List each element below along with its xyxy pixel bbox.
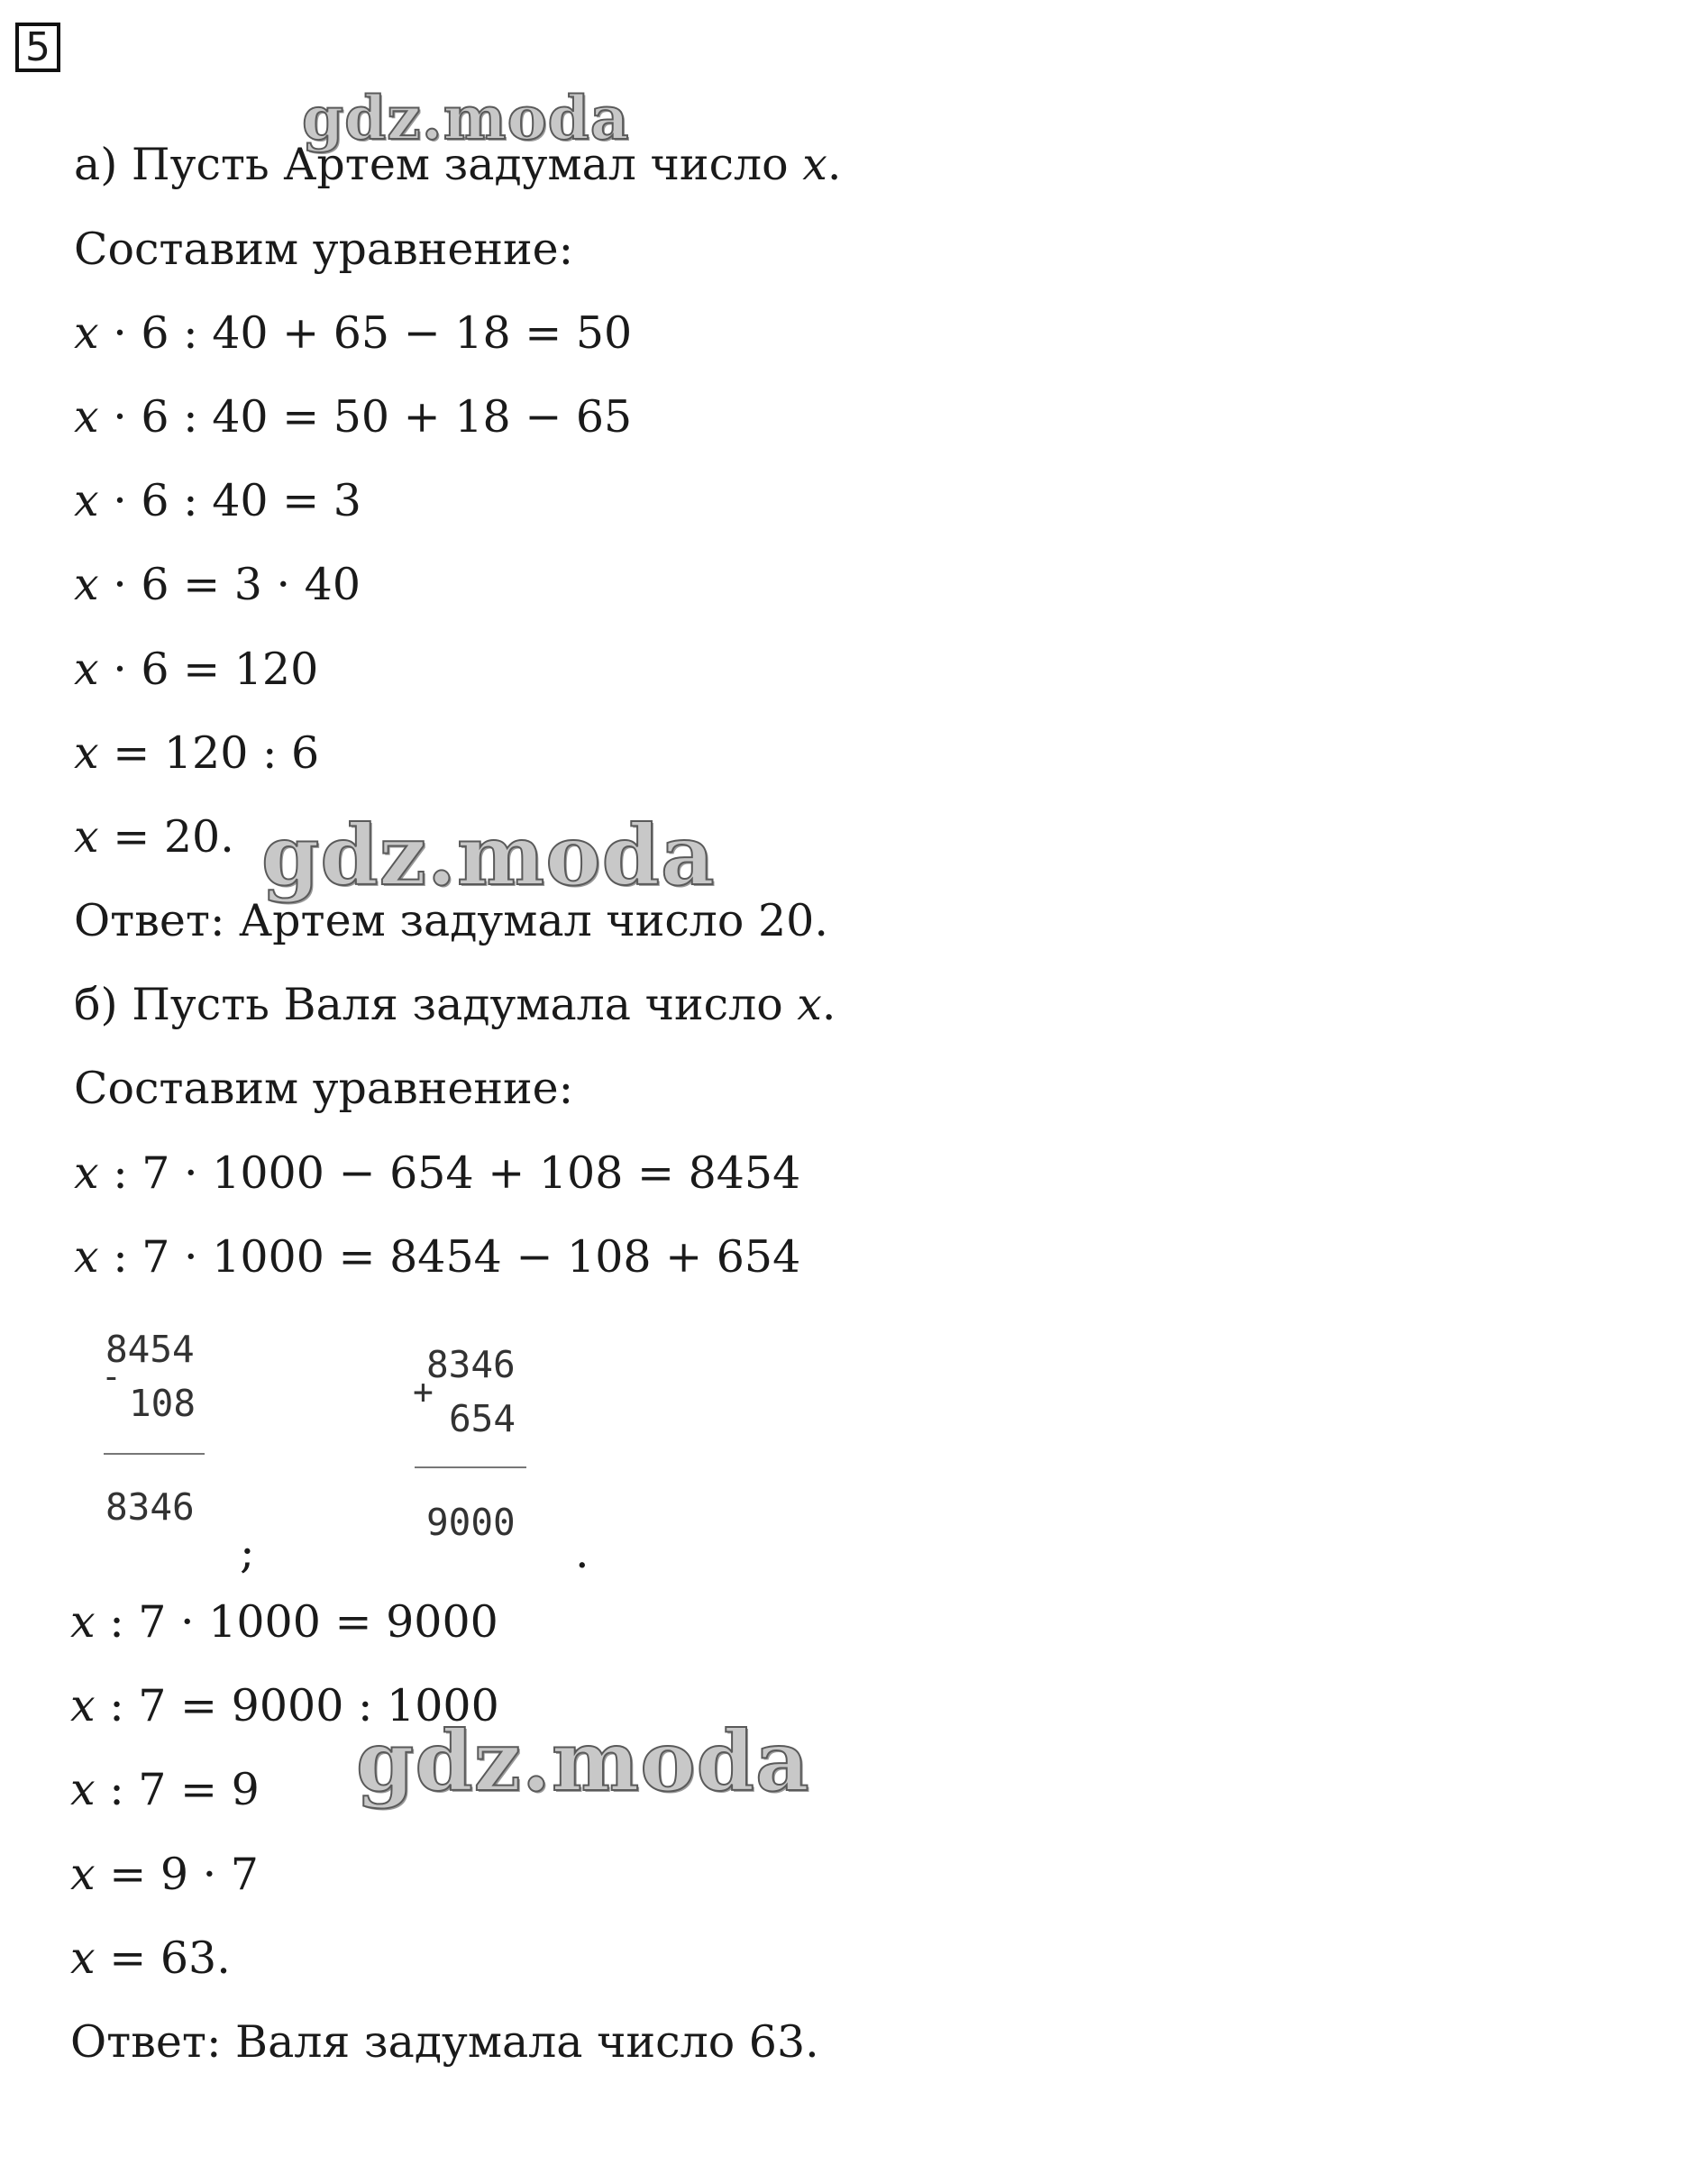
- semicolon: ;: [240, 1527, 255, 1578]
- task-number: 5: [15, 23, 60, 72]
- sum: 9000: [426, 1501, 516, 1544]
- minus-sign: -: [101, 1357, 122, 1396]
- addend-1: 8346: [426, 1343, 516, 1386]
- text-line: а) Пусть Артем задумал число 𝑥.: [74, 139, 842, 190]
- addend-2: 654: [449, 1397, 516, 1440]
- equation-line: 𝑥 : 7 = 9: [70, 1764, 260, 1815]
- difference: 8346: [105, 1485, 195, 1529]
- equation-line: 𝑥 : 7 · 1000 − 654 + 108 = 8454: [74, 1147, 801, 1199]
- equation-line: 𝑥 · 6 = 120: [74, 644, 319, 695]
- equation-line: 𝑥 = 20.: [74, 811, 234, 863]
- subtrahend: 108: [129, 1382, 196, 1425]
- text-line: б) Пусть Валя задумала число 𝑥.: [74, 979, 836, 1030]
- equation-line: 𝑥 : 7 · 1000 = 8454 − 108 + 654: [74, 1231, 801, 1283]
- equation-line: 𝑥 · 6 = 3 · 40: [74, 559, 361, 610]
- equation-line: 𝑥 : 7 = 9000 : 1000: [70, 1680, 499, 1731]
- equation-line: 𝑥 = 120 : 6: [74, 727, 320, 779]
- equation-line: 𝑥 · 6 : 40 = 50 + 18 − 65: [74, 391, 633, 443]
- equation-line: 𝑥 · 6 : 40 + 65 − 18 = 50: [74, 307, 633, 359]
- minuend: 8454: [105, 1328, 195, 1371]
- equation-line: 𝑥 = 63.: [70, 1932, 231, 1984]
- answer-line: Ответ: Артем задумал число 20.: [74, 895, 828, 946]
- equation-line: 𝑥 · 6 : 40 = 3: [74, 475, 361, 526]
- watermark: gdz.moda: [356, 1713, 810, 1810]
- equation-line: 𝑥 : 7 · 1000 = 9000: [70, 1596, 498, 1648]
- watermark: gdz.moda: [302, 83, 630, 153]
- plus-sign: +: [413, 1372, 434, 1411]
- column-rule: [415, 1466, 526, 1468]
- period: .: [575, 1527, 589, 1578]
- text-line: Составим уравнение:: [74, 1063, 574, 1114]
- column-rule: [104, 1453, 205, 1455]
- equation-line: 𝑥 = 9 · 7: [70, 1849, 259, 1900]
- watermark: gdz.moda: [261, 807, 716, 904]
- answer-line: Ответ: Валя задумала число 63.: [70, 2016, 819, 2068]
- text-line: Составим уравнение:: [74, 224, 574, 275]
